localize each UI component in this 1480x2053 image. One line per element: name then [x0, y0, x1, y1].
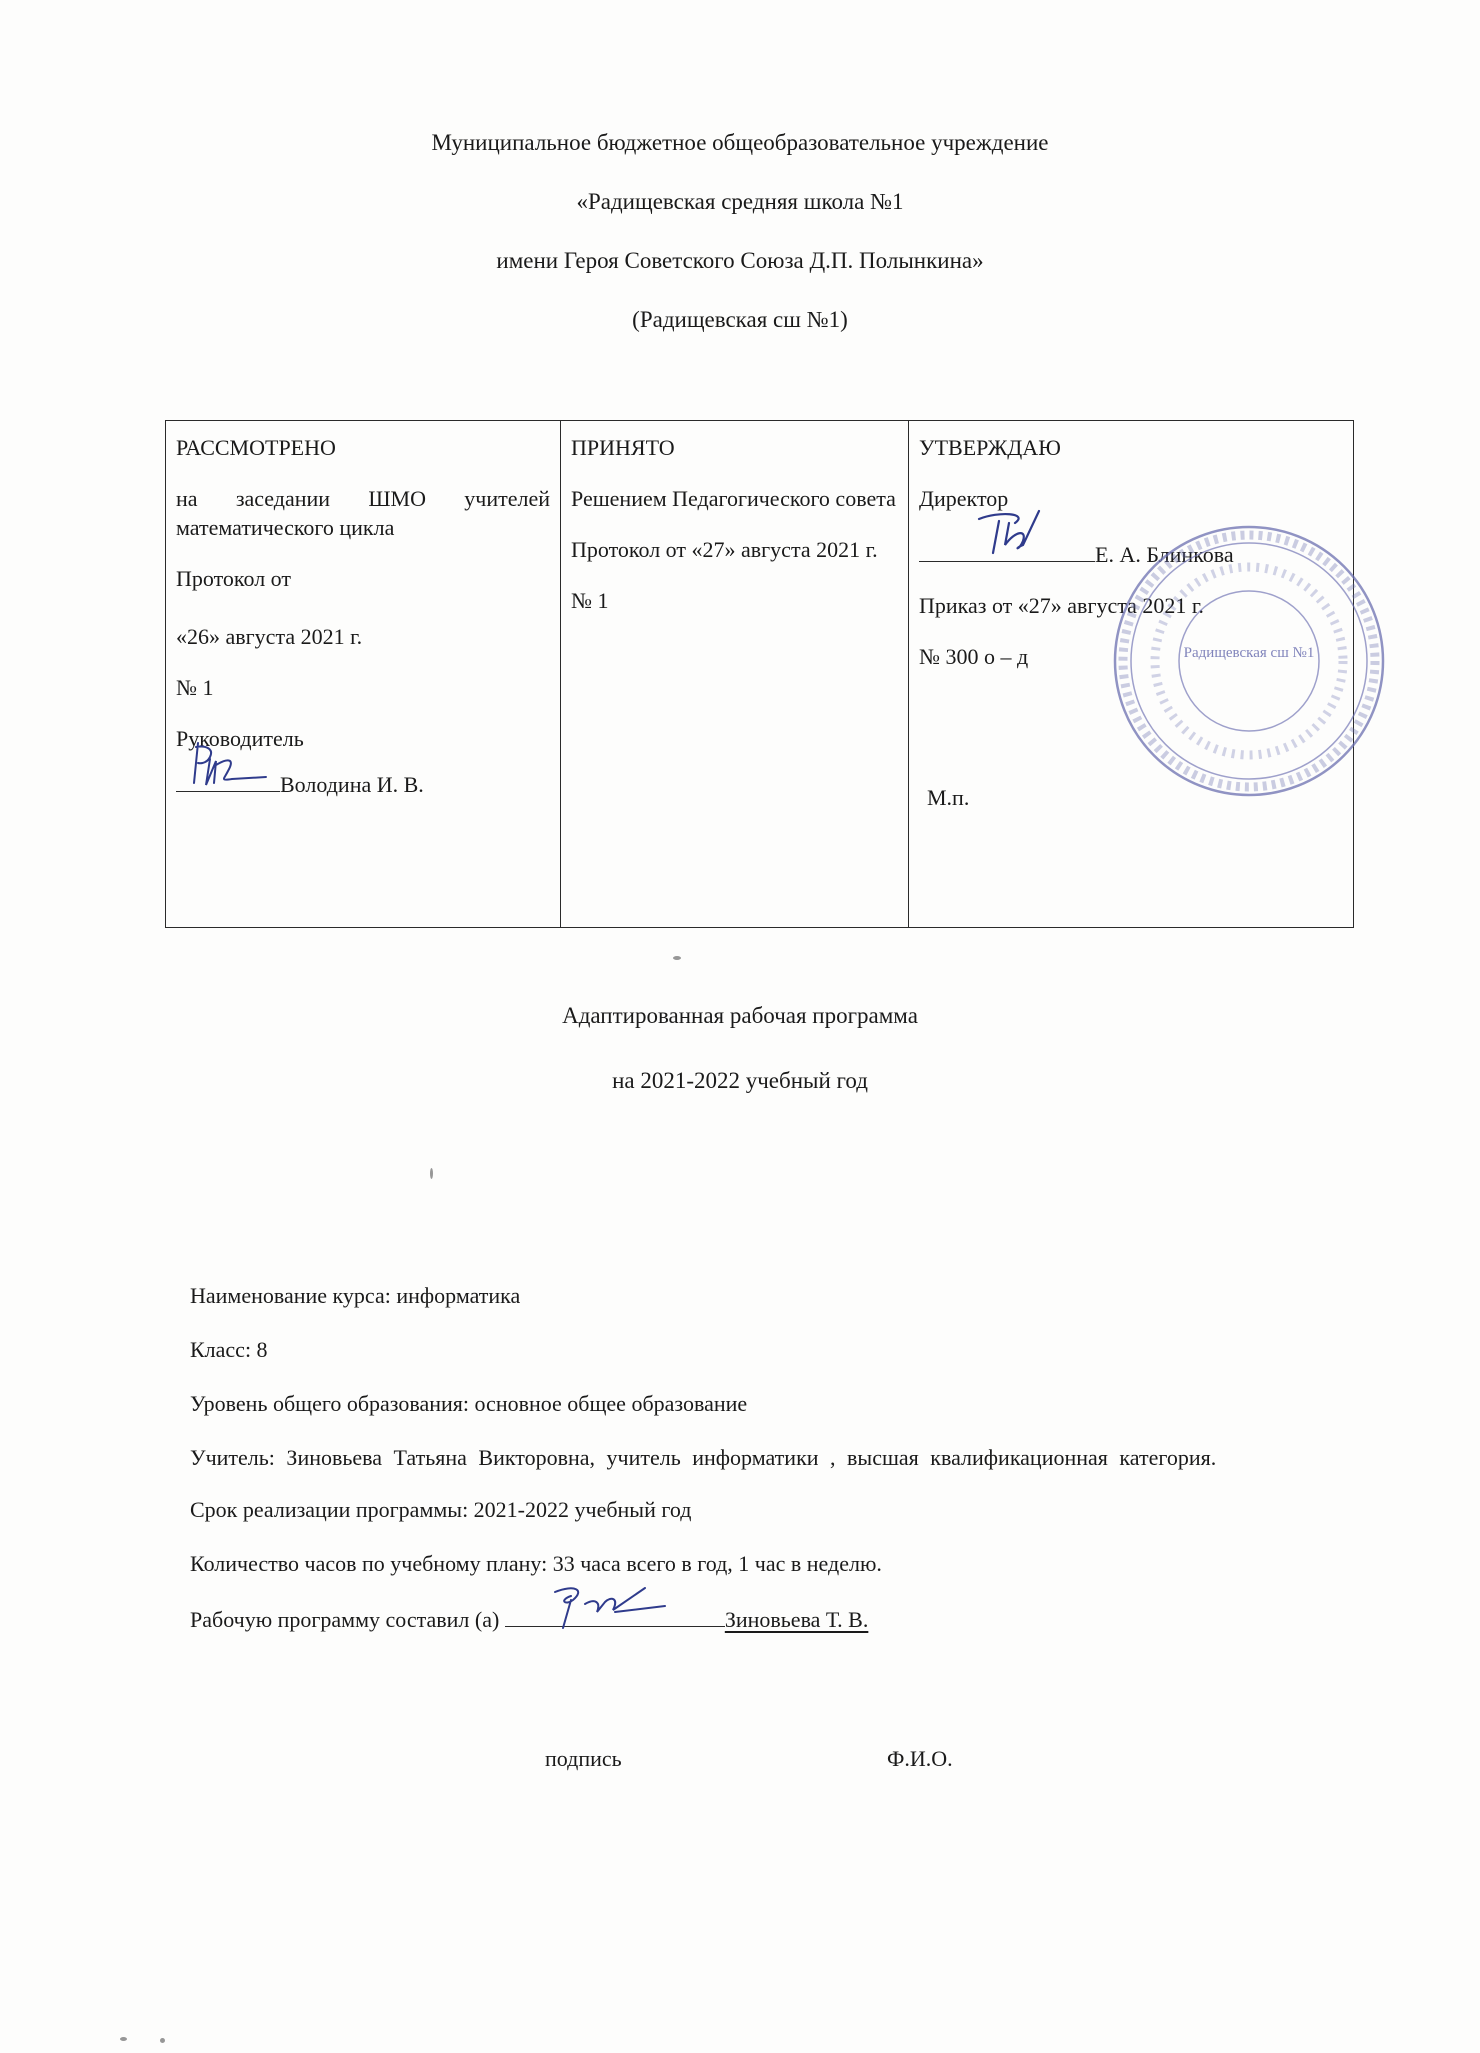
program-term: Срок реализации программы: 2021-2022 учебный год — [190, 1497, 692, 1522]
reviewed-signature-row — [176, 765, 550, 799]
name-caption: Ф.И.О. — [887, 1746, 953, 1771]
stamp-place-label: М.п. — [927, 785, 970, 810]
approved-order: Приказ от «27» августа 2021 г. — [919, 593, 1204, 618]
signature-caption: подпись — [545, 1746, 622, 1771]
reviewed-number: № 1 — [176, 675, 214, 700]
reviewed-head-name: Володина И. В. — [280, 772, 424, 797]
scan-speck — [673, 956, 681, 960]
scan-speck — [430, 1168, 433, 1179]
accepted-protocol: Протокол от «27» августа 2021 г. — [571, 537, 878, 562]
grade: Класс: 8 — [190, 1337, 268, 1362]
reviewed-body: на заседании ШМО учителей математического цикла — [176, 486, 550, 540]
school-header — [0, 128, 1480, 335]
director-signature-line — [919, 535, 1095, 562]
reviewed-head-label: Руководитель — [176, 726, 304, 751]
program-title — [0, 1001, 1480, 1131]
accepted-title: ПРИНЯТО — [571, 435, 675, 460]
header-line-2: «Радищевская средняя школа №1 — [576, 189, 904, 214]
program-info — [190, 1282, 1325, 1660]
author-name: Зиновьева Т. В. — [724, 1607, 869, 1632]
approved-position: Директор — [919, 486, 1009, 511]
reviewed-signature — [176, 735, 276, 795]
course-name: Наименование курса: информатика — [190, 1283, 521, 1308]
approved-order-number: № 300 о – д — [919, 644, 1029, 669]
hours: Количество часов по учебному плану: 33 часа всего в год, 1 час в неделю. — [190, 1551, 882, 1576]
author-row — [190, 1604, 1325, 1634]
author-signature — [515, 1582, 715, 1632]
education-level: Уровень общего образования: основное общее образование — [190, 1391, 748, 1416]
program-title-line-2: на 2021-2022 учебный год — [612, 1068, 868, 1093]
reviewed-signature-line — [176, 765, 280, 792]
scan-speck — [120, 2037, 127, 2041]
reviewed-date: «26» августа 2021 г. — [176, 624, 363, 649]
approval-table — [165, 420, 1354, 928]
teacher: Учитель: Зиновьева Татьяна Викторовна, учитель информатики , высшая квалификационная категория. — [190, 1445, 1217, 1470]
author-signature-line — [505, 1604, 725, 1627]
reviewed-title: РАССМОТРЕНО — [176, 435, 336, 460]
stamp-center-text: Радищевская сш №1 — [1183, 645, 1315, 661]
approved-title: УТВЕРЖДАЮ — [919, 435, 1061, 460]
author-label: Рабочую программу составил (а) — [190, 1607, 500, 1632]
scan-speck — [160, 2038, 165, 2043]
school-stamp — [1109, 521, 1389, 801]
reviewed-cell — [166, 421, 561, 928]
header-line-4: (Радищевская сш №1) — [632, 307, 848, 332]
accepted-number: № 1 — [571, 588, 609, 613]
program-title-line-1: Адаптированная рабочая программа — [562, 1003, 918, 1028]
director-name: Е. А. Блинкова — [1095, 542, 1234, 567]
header-line-1: Муниципальное бюджетное общеобразовательное учреждение — [431, 130, 1049, 155]
director-signature — [919, 505, 1099, 565]
header-line-3: имени Героя Советского Союза Д.П. Полынкина» — [496, 248, 984, 273]
approved-cell — [909, 421, 1354, 928]
accepted-cell — [561, 421, 909, 928]
accepted-body: Решением Педагогического совета — [571, 486, 896, 511]
reviewed-protocol: Протокол от — [176, 566, 292, 591]
